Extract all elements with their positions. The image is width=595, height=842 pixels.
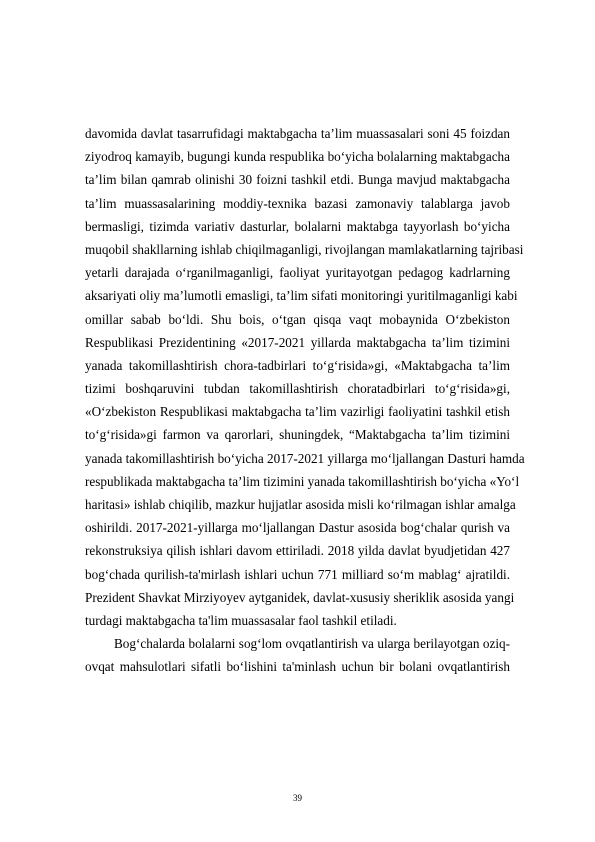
text-line: yanada takomillashtirish chora-tadbirlari to‘g‘risida»gi, «Maktabgacha ta’lim [85,357,510,373]
text-line: «O‘zbekiston Respublikasi maktabgacha ta’lim vazirligi faoliyatini tashkil etish [85,404,510,420]
text-line: omillar sabab bo‘ldi. Shu bois, o‘tgan qisqa vaqt mobaynida O‘zbekiston [85,311,510,327]
body-text [85,122,525,679]
text-line: ta’lim bilan qamrab olinishi 30 foizni tashkil etdi. Bunga mavjud maktabgacha [85,172,510,188]
text-line: respublikada maktabgacha ta’lim tizimini yanada takomillashtirish bo‘yicha «Yo‘l [85,473,520,489]
text-line: ziyodroq kamayib, bugungi kunda respublika bo‘yicha bolalarning maktabgacha [85,149,510,165]
paragraph-1 [85,122,525,632]
text-line: tizimi boshqaruvini tubdan takomillashtirish choratadbirlari to‘g‘risida»gi, [85,381,510,397]
text-line: to‘g‘risida»gi farmon va qarorlari, shuningdek, “Maktabgacha ta’lim tizimini [85,427,510,443]
text-line: oshirildi. 2017-2021-yillarga mo‘ljallangan Dastur asosida bog‘chalar qurish va [85,520,510,536]
text-line: bog‘chada qurilish-ta'mirlash ishlari uchun 771 milliard so‘m mablag‘ ajratildi. [85,566,510,582]
text-line: aksariyati oliy ma’lumotli emasligi, ta’lim sifati monitoringi yuritilmaganligi kabi [85,288,518,304]
page-number: 39 [293,793,302,803]
text-line: yanada takomillashtirish bo‘yicha 2017-2021 yillarga mo‘ljallangan Dasturi hamda [85,450,525,466]
text-line: turdagi maktabgacha ta'lim muassasalar faol tashkil etiladi. [85,612,397,628]
text-line: haritasi» ishlab chiqilib, mazkur hujjatlar asosida misli ko‘rilmagan ishlar amalga [85,497,516,512]
text-line: ta’lim muassasalarining moddiy-texnika bazasi zamonaviy talablarga javob [85,195,510,211]
text-line: Prezident Shavkat Mirziyoyev aytganidek, davlat-xususiy sheriklik asosida yangi [85,589,515,605]
text-line: muqobil shakllarning ishlab chiqilmaganligi, rivojlangan mamlakatlarning tajribasi [85,241,524,257]
text-line: Bog‘chalarda bolalarni sog‘lom ovqatlantirish va ularga berilayotgan oziq- [114,636,510,652]
text-line: rekonstruksiya qilish ishlari davom ettiriladi. 2018 yilda davlat byudjetidan 427 [85,543,510,559]
text-line: bermasligi, tizimda variativ dasturlar, bolalarni maktabga tayyorlash bo‘yicha [85,218,510,234]
text-line: davomida davlat tasarrufidagi maktabgacha ta’lim muassasalari soni 45 foizdan [85,126,510,141]
text-line: yetarli darajada o‘rganilmaganligi, faoliyat yuritayotgan pedagog kadrlarning [85,265,510,281]
text-line: Respublikasi Prezidentining «2017-2021 yillarda maktabgacha ta’lim tizimini [85,334,510,350]
text-line: ovqat mahsulotlari sifatli bo‘lishini ta'minlash uchun bir bolani ovqatlantirish [85,659,510,675]
paragraph-2 [85,632,510,678]
